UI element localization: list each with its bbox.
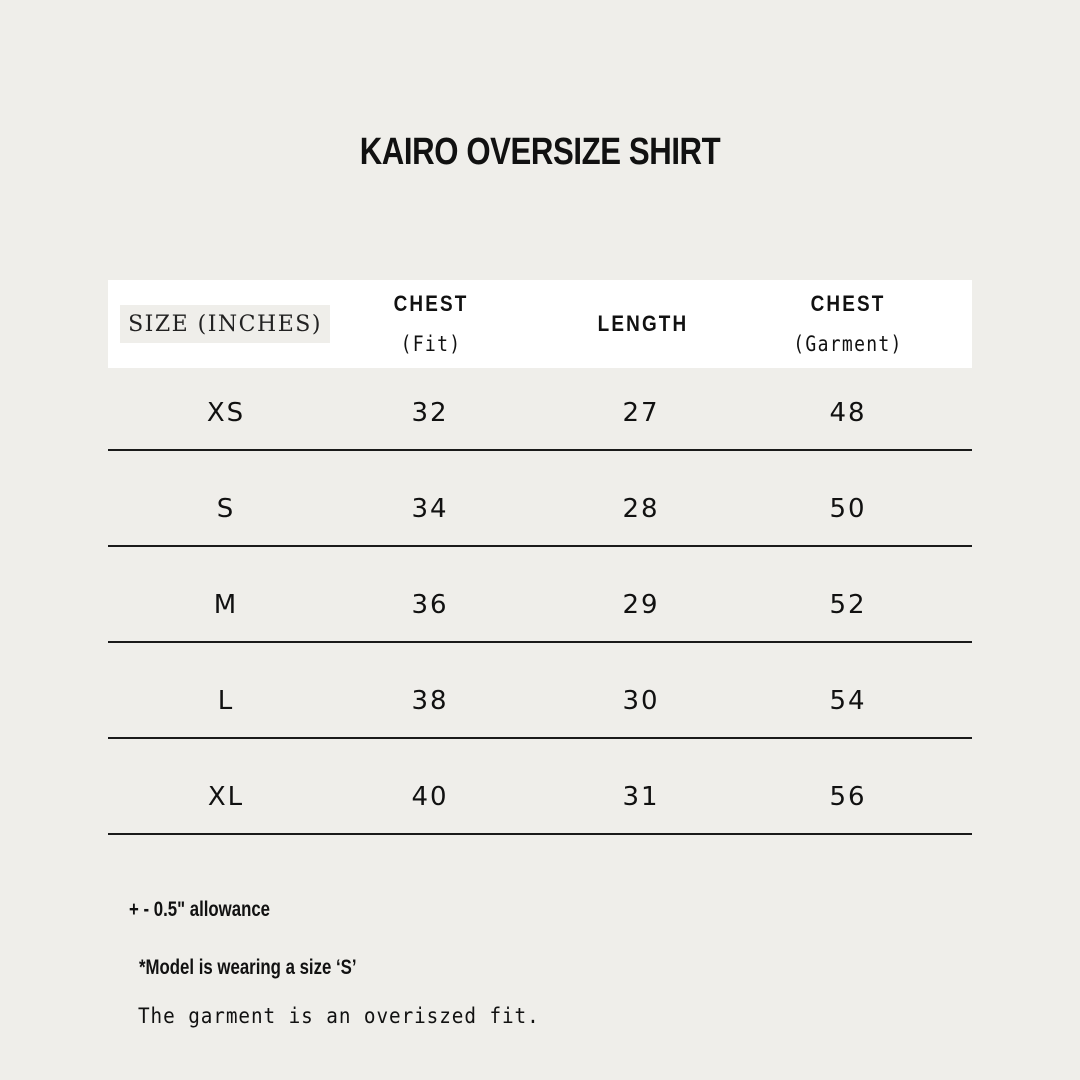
chest-fit-cell: 40 [411, 782, 449, 812]
length-cell: 28 [622, 494, 660, 524]
chest-garment-cell: 54 [829, 686, 867, 716]
table-row [108, 370, 972, 451]
size-cell: XL [207, 782, 245, 812]
column-header-chest-fit [375, 280, 487, 368]
length-cell: 29 [622, 590, 660, 620]
table-row [108, 451, 972, 547]
size-cell: M [213, 590, 239, 620]
size-cell: L [217, 686, 235, 716]
table-row [108, 643, 972, 739]
size-cell: S [216, 494, 236, 524]
chest-garment-cell: 48 [829, 398, 867, 428]
column-header-subline: (Fit) [400, 332, 462, 356]
column-header-line: CHEST [810, 291, 886, 316]
fit-note: The garment is an overiszed fit. [138, 1004, 540, 1028]
column-header-subline: (Garment) [793, 332, 903, 356]
column-header-line: CHEST [393, 291, 469, 316]
column-header-chest-garment [786, 280, 910, 368]
chest-fit-cell: 38 [411, 686, 449, 716]
chest-fit-cell: 32 [411, 398, 449, 428]
column-header-line: LENGTH [597, 311, 689, 336]
chest-fit-cell: 34 [411, 494, 449, 524]
table-row [108, 739, 972, 835]
table-row [108, 547, 972, 643]
table-header [108, 280, 972, 368]
allowance-note: + - 0.5" allowance [129, 898, 271, 921]
size-table-body [108, 370, 972, 835]
chest-garment-cell: 56 [829, 782, 867, 812]
length-cell: 27 [622, 398, 660, 428]
size-cell: XS [206, 398, 246, 428]
length-cell: 30 [622, 686, 660, 716]
length-cell: 31 [622, 782, 660, 812]
chest-fit-cell: 36 [411, 590, 449, 620]
size-header-label: SIZE (INCHES) [120, 305, 330, 343]
model-size-note: *Model is wearing a size ‘S’ [139, 956, 357, 979]
column-header-length [587, 280, 699, 368]
page-title: KAIRO OVERSIZE SHIRT [359, 131, 721, 173]
chest-garment-cell: 52 [829, 590, 867, 620]
chest-garment-cell: 50 [829, 494, 867, 524]
